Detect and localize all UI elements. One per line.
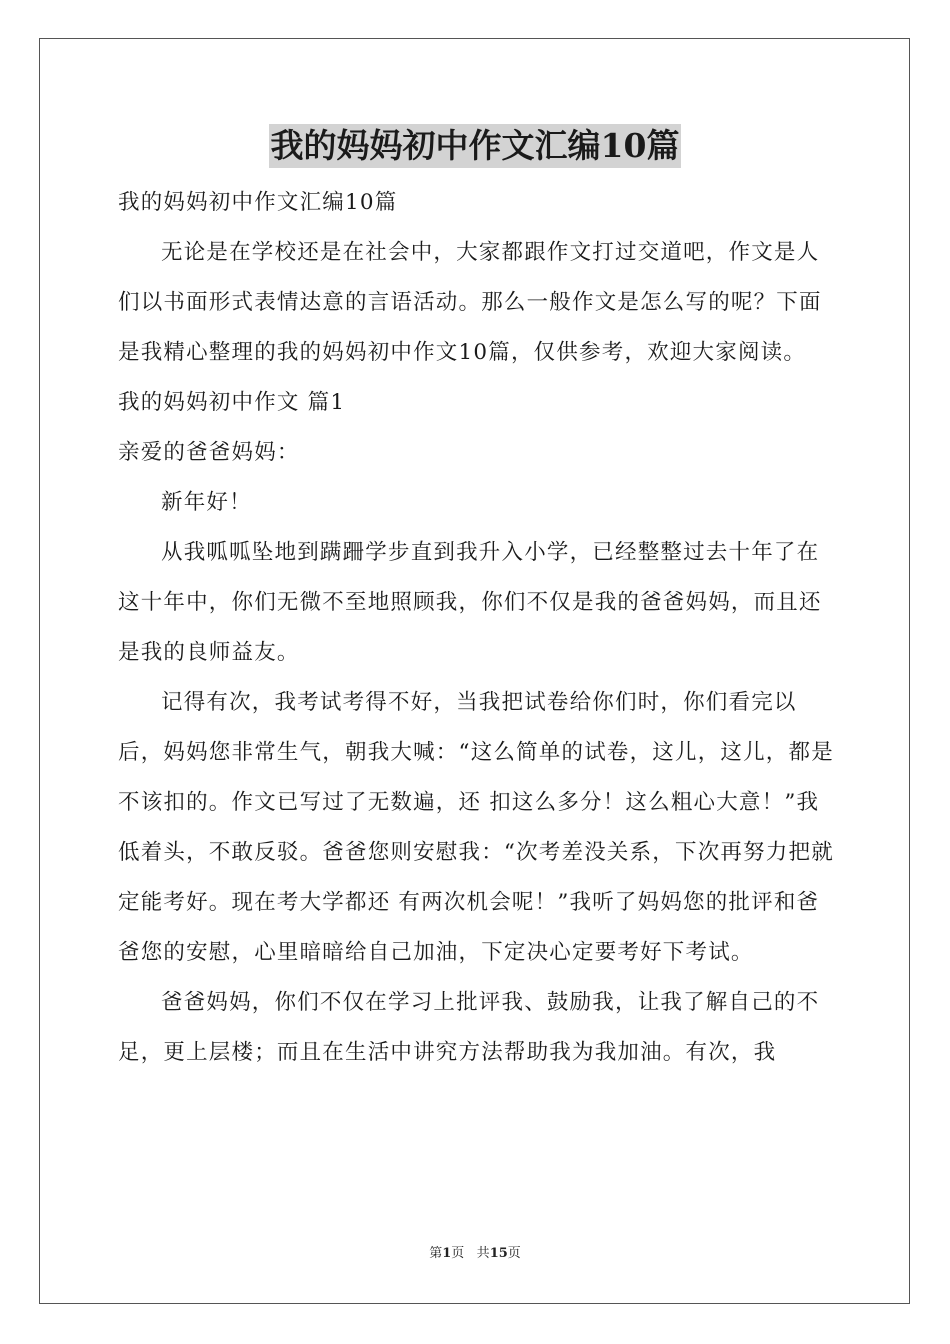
paragraph-greeting: 新年好！ [161, 490, 252, 515]
total-label-prefix: 共 [476, 1246, 490, 1261]
page-label-prefix: 第 [429, 1246, 443, 1261]
total-label-suffix: 页 [507, 1246, 521, 1261]
paragraph-subtitle: 我的妈妈初中作文汇编10篇 [118, 190, 398, 215]
title-container [0, 124, 950, 168]
paragraph-body-3: 爸爸妈妈，你们不仅在学习上批评我、鼓励我，让我了解自己的不足，更上层楼；而且在生活中讲究方法帮助我为我加油。有次，我 [118, 990, 820, 1065]
essay-heading: 我的妈妈初中作文 篇1 [118, 390, 346, 415]
paragraph-intro: 无论是在学校还是在社会中，大家都跟作文打过交道吧，作文是人们以书面形式表情达意的言语活动。那么一般作文是怎么写的呢？下面是我精心整理的我的妈妈初中作文10篇，仅供参考，欢迎大家阅读。 [118, 240, 822, 365]
page-label-suffix: 页 [451, 1246, 465, 1261]
document-title: 我的妈妈初中作文汇编10篇 [269, 124, 682, 168]
paragraph-body-2: 记得有次，我考试考得不好，当我把试卷给你们时，你们看完以后，妈妈您非常生气，朝我大喊：“这么简单的试卷，这儿，这儿，都是不该扣的。作文已写过了无数遍，还 扣这么多分！这么粗心大意！”我低着头，不敢反驳。爸爸您则安慰我：“次考差没关系，下次再努力把就定能考好。现在考大学都还 有两次机会呢！”我听了妈妈您的批评和爸爸您的安慰，心里暗暗给自己加油，下定决心定要考好下考试。 [118, 690, 834, 965]
paragraph-body-1: 从我呱呱坠地到蹒跚学步直到我升入小学，已经整整过去十年了在这十年中，你们无微不至地照顾我，你们不仅是我的爸爸妈妈，而且还 是我的良师益友。 [118, 540, 822, 665]
document-body [118, 178, 834, 1078]
page-footer [0, 1244, 950, 1264]
page-number: 1 [442, 1246, 452, 1261]
total-pages: 15 [489, 1246, 508, 1261]
letter-salutation: 亲爱的爸爸妈妈： [118, 440, 300, 465]
